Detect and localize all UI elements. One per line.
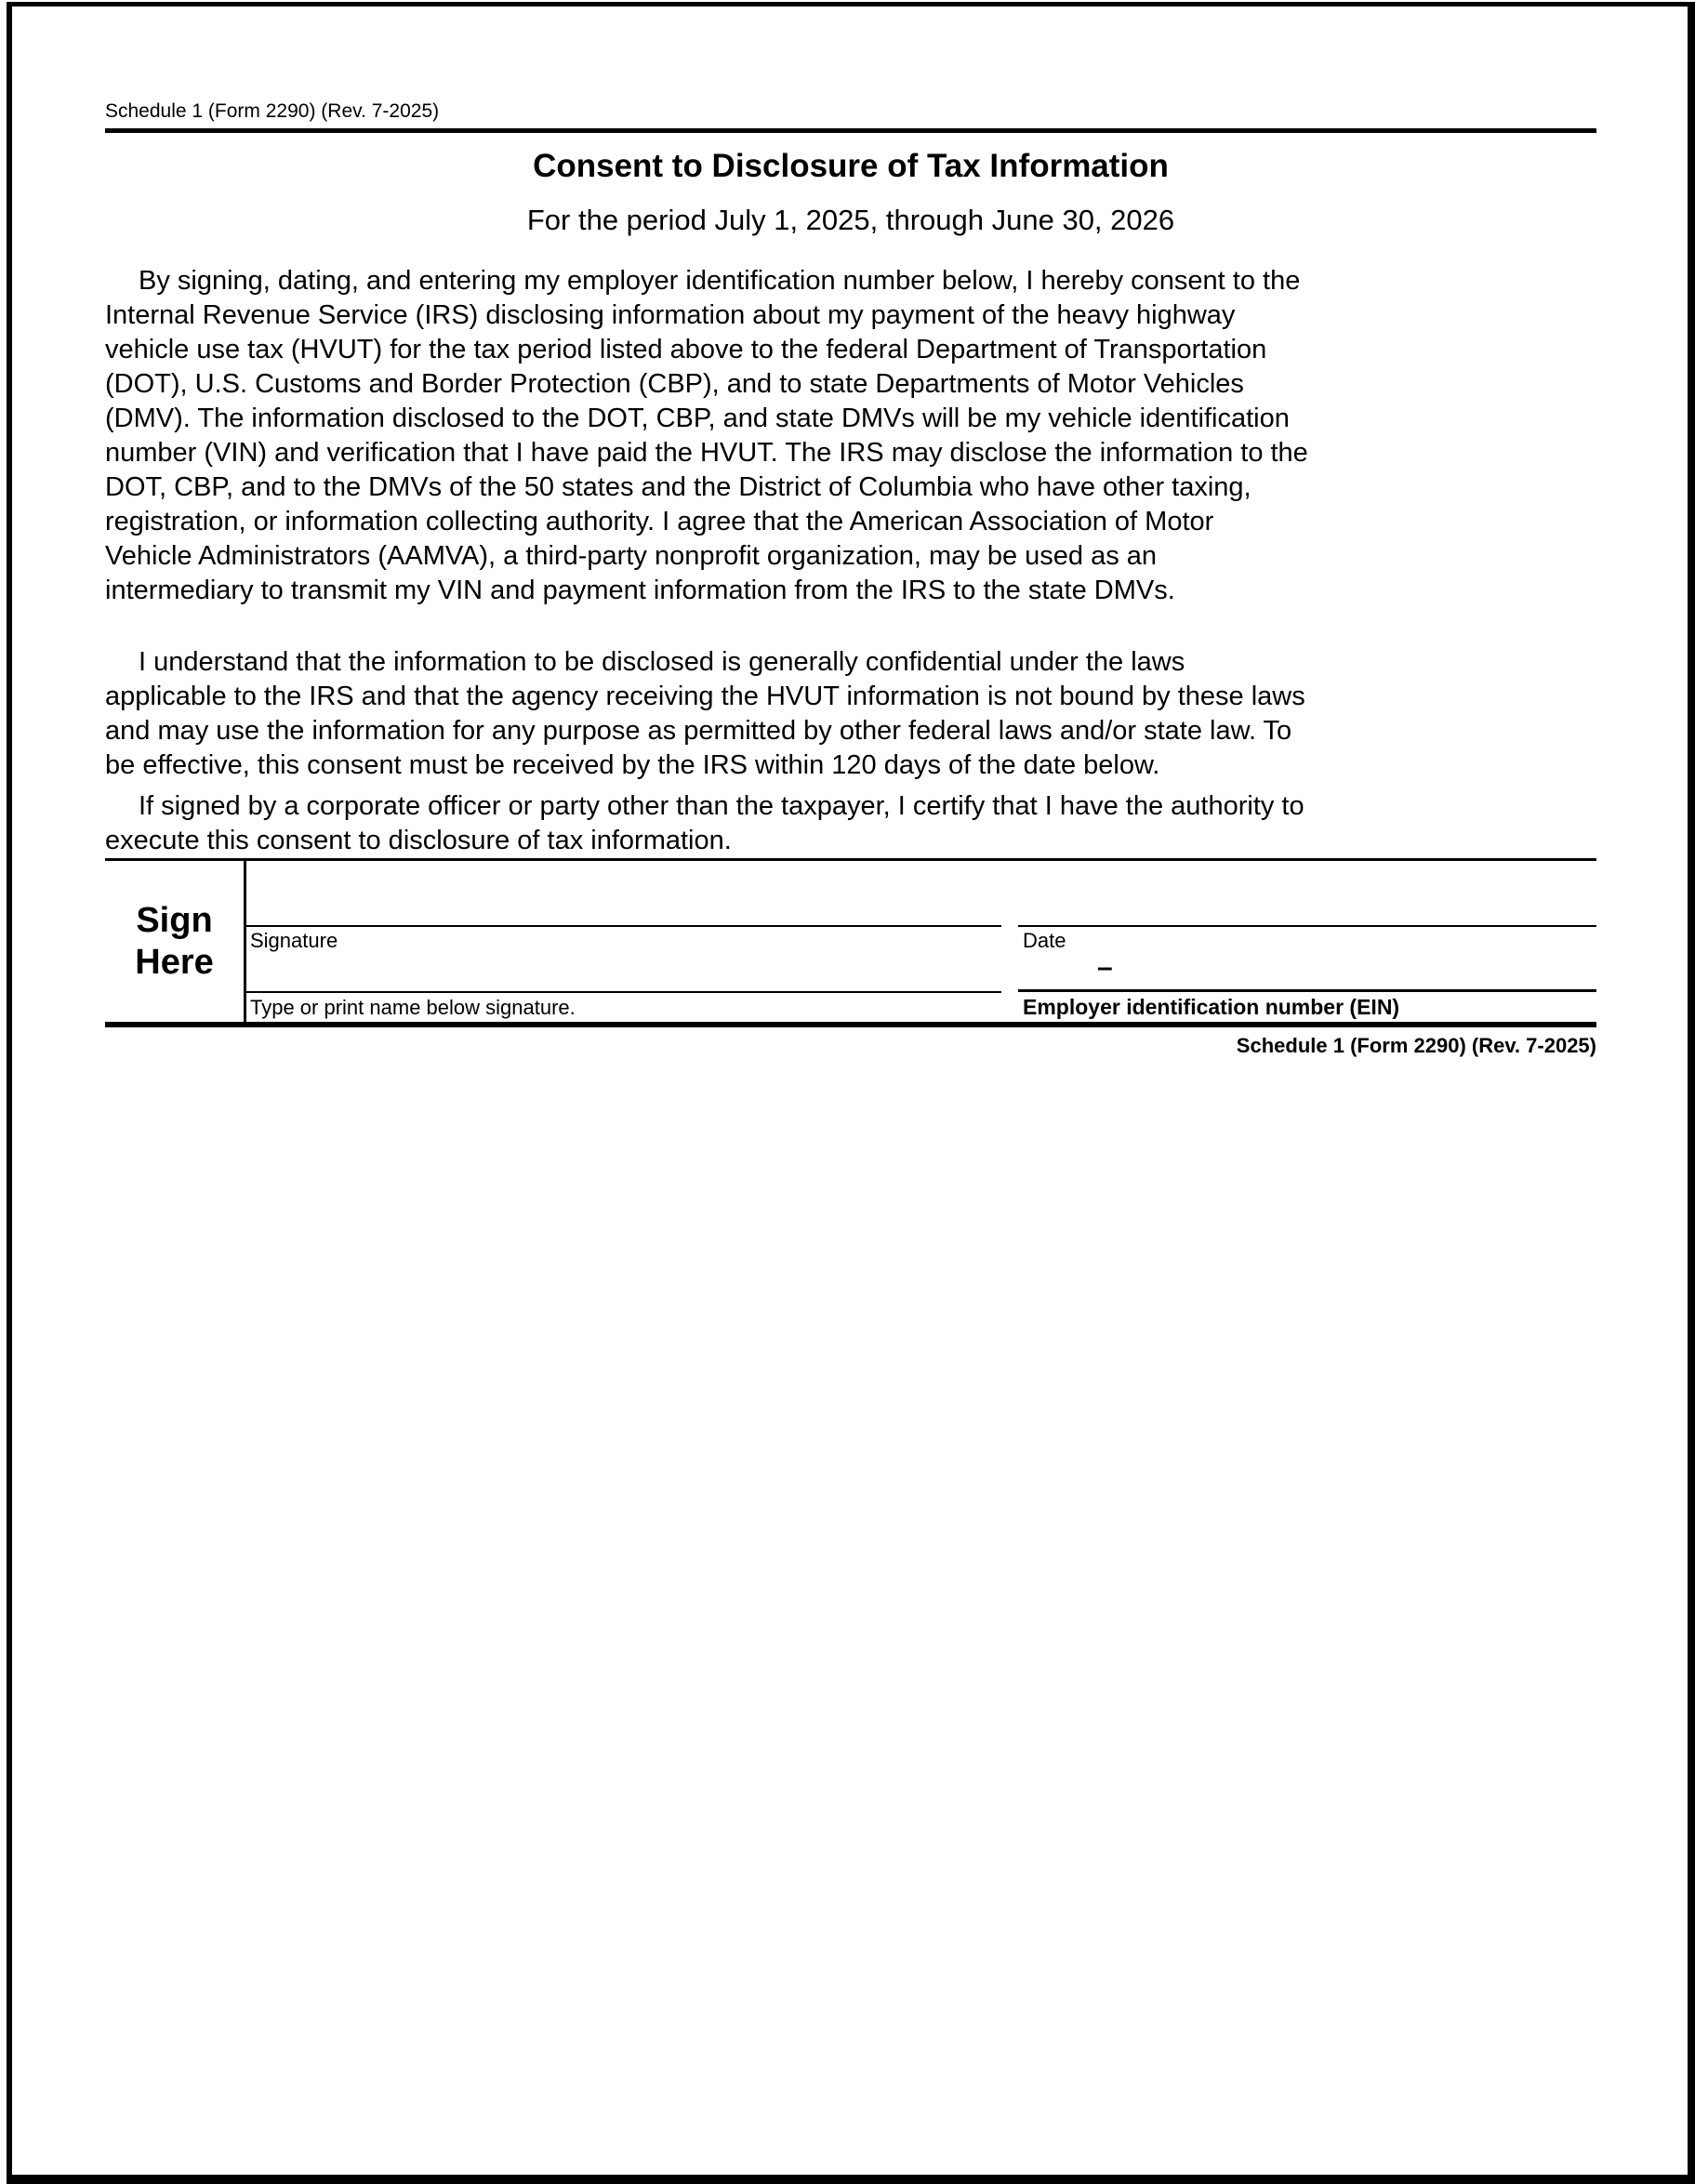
form-header-id: Schedule 1 (Form 2290) (Rev. 7-2025) — [105, 100, 440, 122]
printed-name-field[interactable] — [248, 950, 1000, 991]
ein-preprinted-dash: – — [1097, 952, 1113, 983]
date-field[interactable] — [1020, 862, 1595, 924]
period-subtitle: For the period July 1, 2025, through June 30, 2026 — [526, 204, 1175, 236]
sign-block-divider — [244, 858, 246, 1026]
paragraph-line: If signed by a corporate officer or party other than the taxpayer, I certify that I have the authority to — [139, 791, 1304, 821]
ein-line — [1018, 989, 1596, 992]
paragraph-line: registration, or information collecting authority. I agree that the American Association of Motor — [105, 507, 1214, 536]
paragraph-line: applicable to the IRS and that the agency receiving the HVUT information is not bound by these laws — [105, 682, 1305, 711]
date-label: Date — [1023, 929, 1066, 952]
paragraph-line: (DOT), U.S. Customs and Border Protection (CBP), and to state Departments of Motor Vehicles — [105, 369, 1244, 399]
paragraph-line: By signing, dating, and entering my employer identification number below, I hereby consent to the — [139, 266, 1301, 296]
sign-here-label — [105, 858, 244, 1026]
paragraph-line: (DMV). The information disclosed to the DOT, CBP, and state DMVs will be my vehicle identification — [105, 404, 1290, 433]
signature-line — [246, 925, 1001, 927]
type-or-print-label: Type or print name below signature. — [250, 996, 576, 1019]
paragraph-line: DOT, CBP, and to the DMVs of the 50 states and the District of Columbia who have other taxing, — [105, 472, 1251, 502]
confidentiality-paragraph — [105, 645, 1611, 783]
page-title: Consent to Disclosure of Tax Information — [533, 148, 1169, 184]
sign-block-top-rule — [105, 858, 1596, 861]
signature-field[interactable] — [248, 862, 1000, 924]
date-line — [1018, 925, 1596, 927]
paragraph-line: intermediary to transmit my VIN and payment information from the IRS to the state DMVs. — [105, 576, 1175, 605]
paragraph-line: Vehicle Administrators (AAMVA), a third-party nonprofit organization, may be used as an — [105, 541, 1158, 571]
ein-label: Employer identification number (EIN) — [1023, 995, 1400, 1019]
authority-paragraph — [105, 789, 1611, 858]
header-rule — [105, 128, 1596, 133]
paragraph-line: vehicle use tax (HVUT) for the tax period listed above to the federal Department of Transportation — [105, 335, 1267, 364]
signature-label: Signature — [250, 929, 338, 952]
paragraph-line: number (VIN) and verification that I have paid the HVUT. The IRS may disclose the information to the — [105, 438, 1308, 468]
sign-here-word-2: Here — [135, 943, 214, 982]
paragraph-line: be effective, this consent must be received by the IRS within 120 days of the date below. — [105, 750, 1160, 780]
paragraph-line: I understand that the information to be disclosed is generally confidential under the laws — [139, 647, 1185, 677]
paragraph-line: execute this consent to disclosure of tax information. — [105, 826, 732, 855]
paragraph-line: Internal Revenue Service (IRS) disclosing information about my payment of the heavy highway — [105, 300, 1236, 330]
printed-name-line — [246, 991, 1001, 993]
sign-here-word-1: Sign — [136, 901, 213, 940]
sign-block-bottom-rule — [105, 1022, 1596, 1027]
form-footer-id: Schedule 1 (Form 2290) (Rev. 7-2025) — [1236, 1034, 1596, 1057]
paragraph-line: and may use the information for any purpose as permitted by other federal laws and/or state law. To — [105, 716, 1292, 746]
consent-paragraph-1 — [105, 264, 1611, 608]
